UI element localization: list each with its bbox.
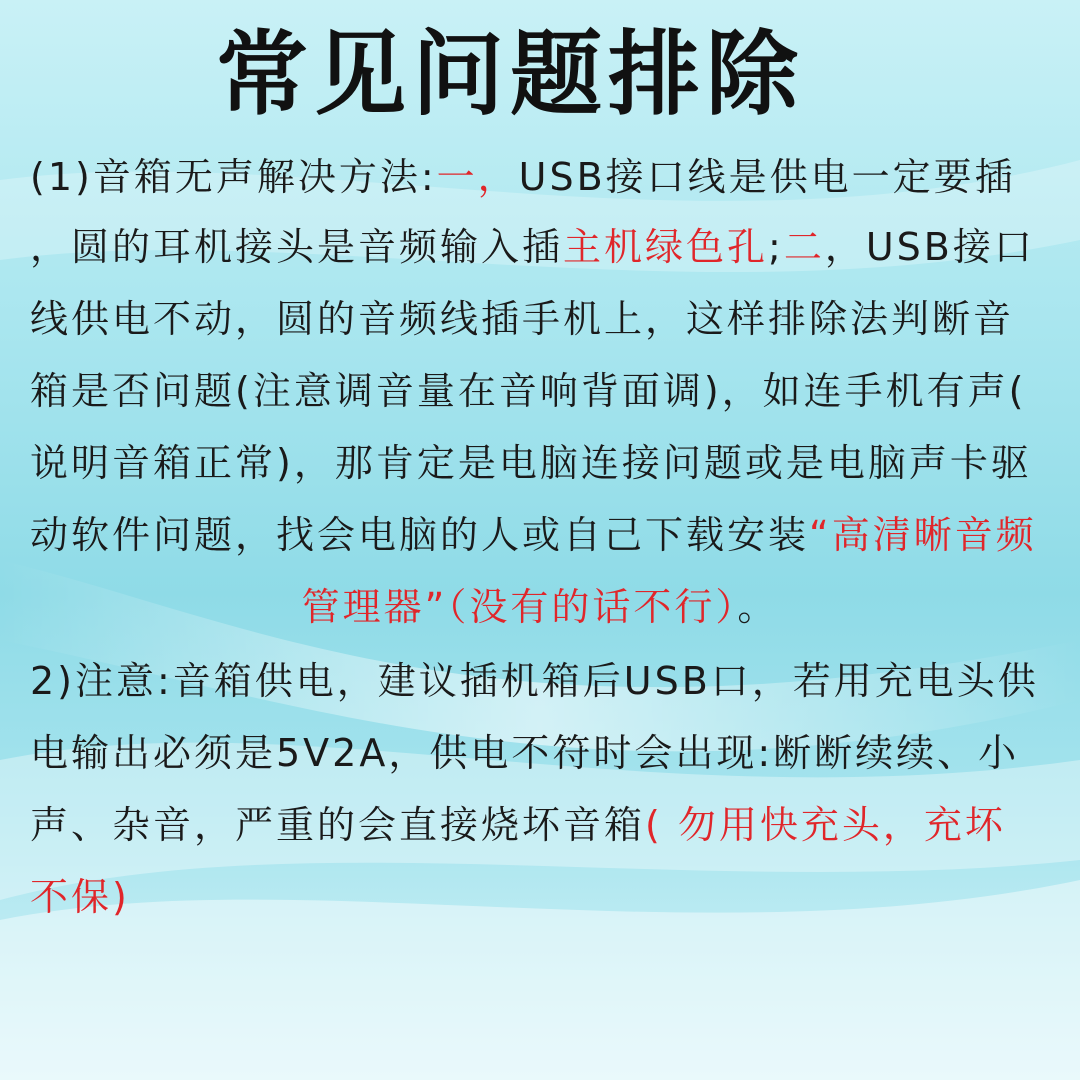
page-title: 常见问题排除 [215, 21, 804, 128]
body-text: ，USB接口 [824, 225, 1035, 269]
text-line [30, 508, 1050, 562]
body-text: ; [768, 225, 784, 269]
highlight-text: 管理器”（没有的话不行） [301, 585, 738, 629]
text-line [30, 150, 1050, 204]
body-text: 说明音箱正常)，那肯定是电脑连接问题或是电脑声卡驱 [30, 441, 1032, 485]
text-line [30, 364, 1050, 418]
body-text: 声、杂音，严重的会直接烧坏音箱 [30, 803, 646, 847]
text-line [30, 580, 1050, 634]
body-text: 2)注意:音箱供电，建议插机箱后USB口，若用充电头供 [30, 659, 1039, 703]
body-text: 线供电不动，圆的音频线插手机上，这样排除法判断音 [30, 297, 1015, 341]
text-line [30, 220, 1050, 274]
highlight-text: 不保) [30, 875, 130, 919]
highlight-text: ( 勿用快充头，充坏 [645, 803, 1006, 847]
text-line [30, 798, 1050, 852]
body-text: (1)音箱无声解决方法: [30, 155, 437, 199]
text-line [30, 654, 1050, 708]
highlight-text: 二 [783, 225, 825, 269]
text-line [30, 436, 1050, 490]
text-line [30, 870, 1050, 924]
highlight-text: 主机绿色孔 [563, 225, 769, 269]
highlight-text: 一， [436, 155, 519, 199]
text-line [30, 292, 1050, 346]
body-text: ，圆的耳机接头是音频输入插 [30, 225, 564, 269]
highlight-text: “高清晰音频 [809, 513, 1037, 557]
body-text: 箱是否问题(注意调音量在音响背面调)，如连手机有声( [30, 369, 1027, 413]
text-line [30, 726, 1050, 780]
body-text: 电输出必须是5V2A，供电不符时会出现:断断续续、小 [30, 731, 1020, 775]
body-text: 动软件问题，找会电脑的人或自己下载安装 [30, 513, 810, 557]
body-text: 。 [737, 585, 779, 629]
body-text: USB接口线是供电一定要插 [518, 155, 1016, 199]
